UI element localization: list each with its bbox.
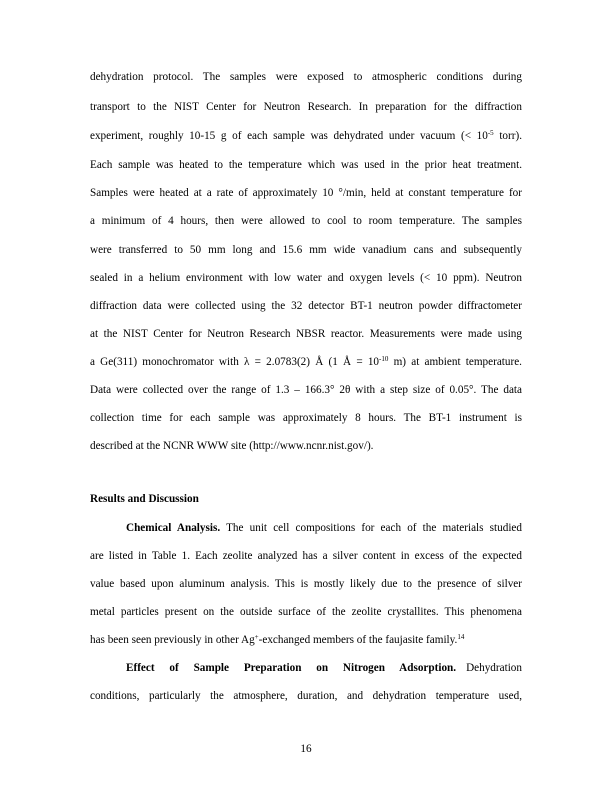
body-text-line: metal particles present on the outside surface of the zeolite crystallites. This phenomena [90,606,522,618]
superscript: -5 [487,129,494,137]
body-text-line [90,633,522,647]
body-text-line: conditions, particularly the atmosphere, duration, and dehydration temperature used, [90,690,522,702]
page-number: 16 [300,743,312,755]
body-text-span: m) at ambient temperature. [388,356,522,368]
body-text-span: torr). [493,130,522,142]
body-text-line [90,129,522,143]
body-text-line [126,521,522,535]
body-text-line: Each sample was heated to the temperature which was used in the prior heat treatment. [90,159,522,171]
body-text-line: Data were collected over the range of 1.3 – 166.3° 2θ with a step size of 0.05°. The data [90,384,522,396]
body-text-span: has been seen previously in other Ag [90,634,255,646]
body-text-span: a Ge(311) monochromator with λ = 2.0783(2) Å (1 Å = 10 [90,356,380,368]
section-heading: Results and Discussion [90,493,199,505]
body-text-line: described at the NCNR WWW site (http://www.ncnr.nist.gov/). [90,440,374,452]
superscript: + [254,633,259,641]
body-text-span: Dehydration [466,662,522,674]
subsection-runin-heading: Effect of Sample Preparation on Nitrogen Adsorption. [126,662,457,674]
body-text-line [126,661,522,675]
citation-superscript: 14 [457,633,465,641]
body-text-line: dehydration protocol. The samples were exposed to atmospheric conditions during [90,71,522,83]
body-text-span: The unit cell compositions for each of the materials studied [220,522,522,534]
body-text-span: -exchanged members of the faujasite family. [258,634,458,646]
superscript: -10 [379,355,389,363]
body-text-line: value based upon aluminum analysis. This is mostly likely due to the presence of silver [90,578,522,590]
body-text-line: a minimum of 4 hours, then were allowed to cool to room temperature. The samples [90,215,522,227]
body-text-line: sealed in a helium environment with low water and oxygen levels (< 10 ppm). Neutron [90,272,522,284]
body-text-line: at the NIST Center for Neutron Research NBSR reactor. Measurements were made using [90,328,522,340]
body-text-line [90,355,522,369]
body-text-span: experiment, roughly 10-15 g of each sample was dehydrated under vacuum (< 10 [90,130,488,142]
body-text-line: diffraction data were collected using the 32 detector BT-1 neutron powder diffractometer [90,300,522,312]
subsection-runin-heading: Chemical Analysis. [126,522,221,534]
body-text-line: Samples were heated at a rate of approximately 10 °/min, held at constant temperature for [90,187,522,199]
body-text-line: transport to the NIST Center for Neutron Research. In preparation for the diffraction [90,101,522,113]
body-text-line: were transferred to 50 mm long and 15.6 mm wide vanadium cans and subsequently [90,244,522,256]
body-text-line: are listed in Table 1. Each zeolite analyzed has a silver content in excess of the expected [90,550,522,562]
body-text-line: collection time for each sample was approximately 8 hours. The BT-1 instrument is [90,412,522,424]
